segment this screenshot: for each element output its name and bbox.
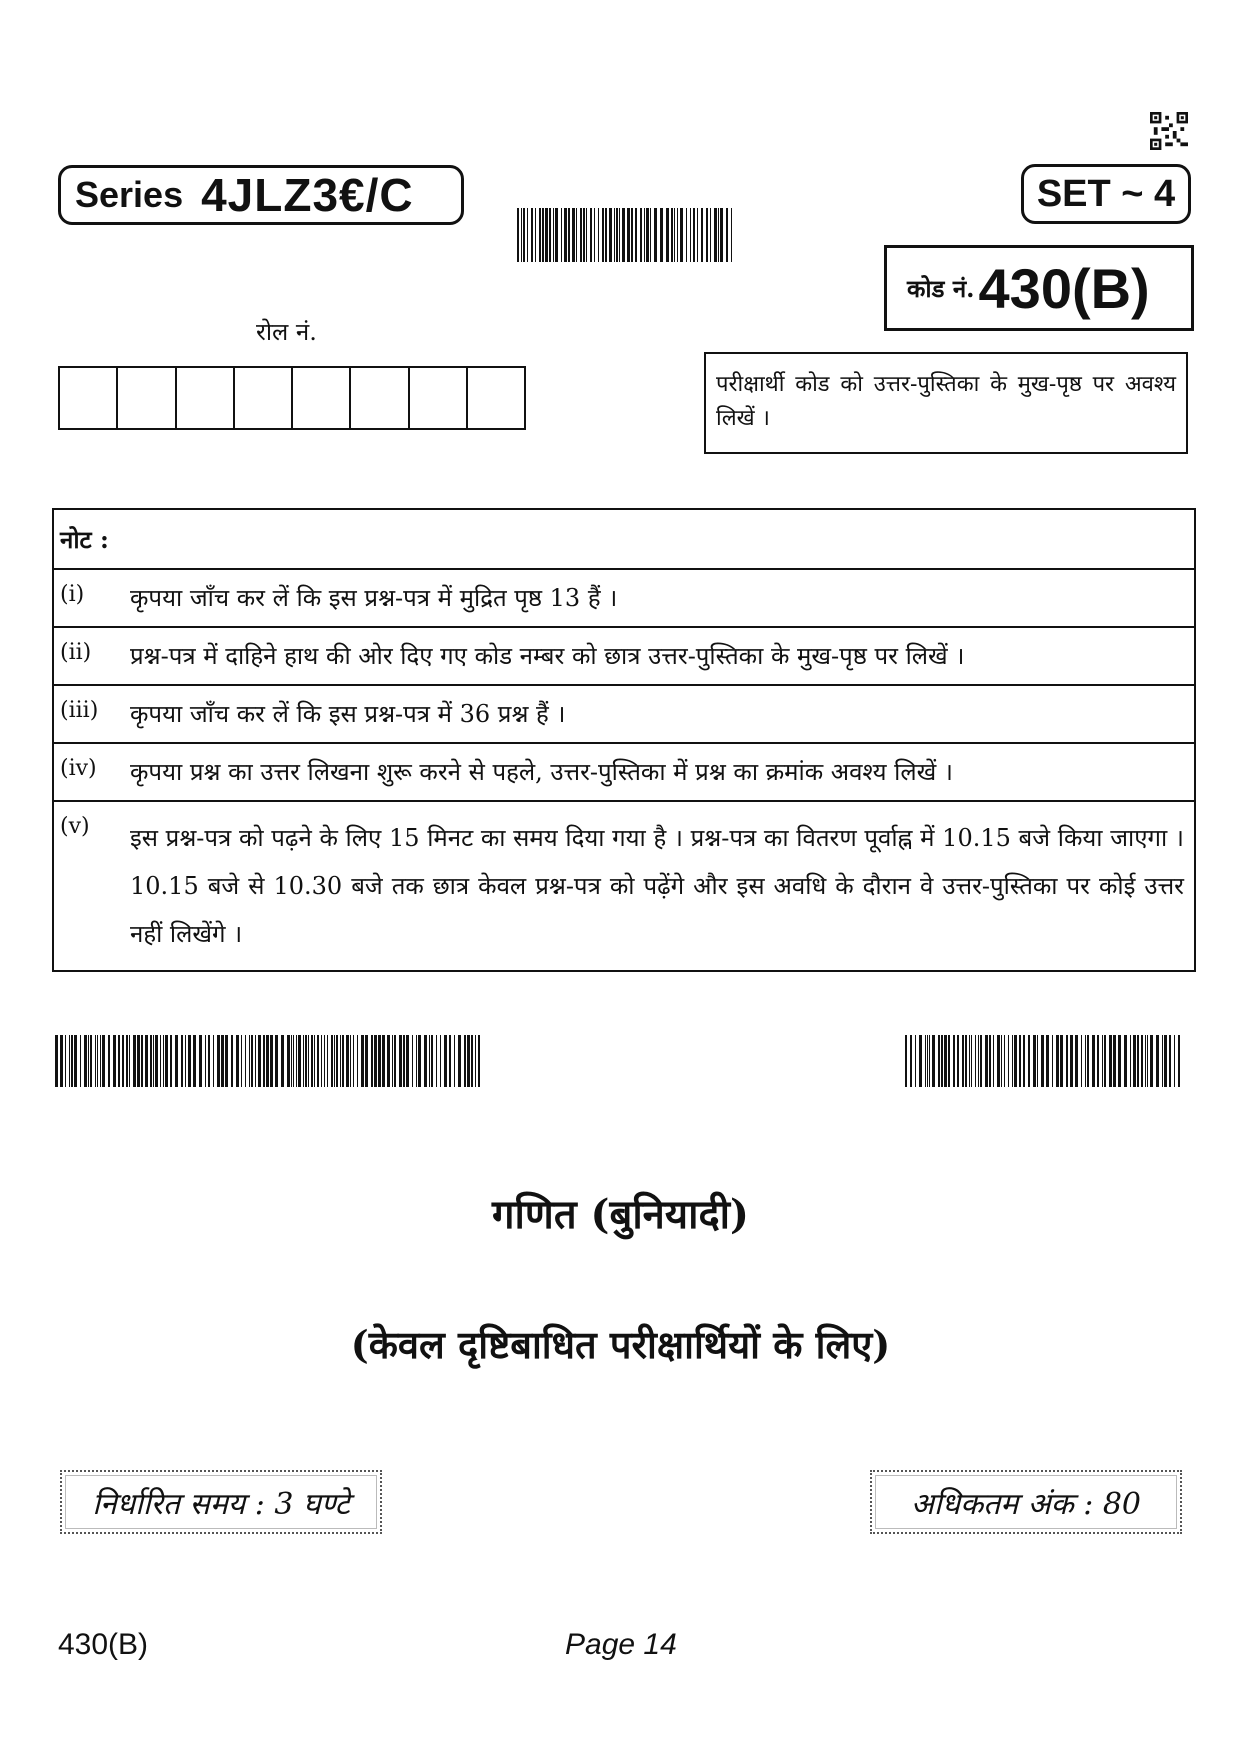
roll-number-label: रोल नं. bbox=[256, 318, 317, 346]
note-text: प्रश्न-पत्र में दाहिने हाथ की ओर दिए गए कोड नम्बर को छात्र उत्तर-पुस्तिका के मुख-पृष्ठ पर लिखें । bbox=[130, 642, 965, 670]
footer-code: 430(B) bbox=[58, 1628, 149, 1661]
note-text: कृपया जाँच कर लें कि इस प्रश्न-पत्र में मुद्रित पृष्ठ 13 हैं । bbox=[130, 584, 618, 612]
note-number: (ii) bbox=[60, 640, 92, 665]
subject-title: गणित (बुनियादी) bbox=[492, 1191, 749, 1238]
roll-number-cell[interactable] bbox=[293, 368, 351, 428]
note-text: इस प्रश्न-पत्र को पढ़ने के लिए 15 मिनट का समय दिया गया है । प्रश्न-पत्र का वितरण पूर्वाह्न में 10.15 बजे किया जाएगा । 10.15 बजे से 10.30 बजे तक छात्र केवल प्रश्न-पत्र को पढ़ेंगे और इस अवधि के दौरान वे उत्तर-पुस्तिका पर कोई उत्तर नहीं लिखेंगे । bbox=[130, 824, 1184, 948]
note-text: कृपया प्रश्न का उत्तर लिखना शुरू करने से पहले, उत्तर-पुस्तिका में प्रश्न का क्रमांक अवश्य लिखें । bbox=[130, 758, 954, 786]
roll-number-boxes bbox=[58, 366, 526, 430]
note-row bbox=[54, 570, 1194, 628]
qr-code-icon bbox=[1150, 112, 1188, 150]
roll-number-cell[interactable] bbox=[235, 368, 293, 428]
set-label: SET ~ 4 bbox=[1021, 164, 1191, 224]
barcode-icon bbox=[905, 1035, 1180, 1087]
roll-number-cell[interactable] bbox=[118, 368, 176, 428]
note-number: (iii) bbox=[60, 698, 99, 723]
code-number-box bbox=[884, 245, 1194, 331]
code-number-label: कोड नं. bbox=[907, 273, 975, 303]
barcode-icon bbox=[517, 208, 732, 262]
subject-subtitle: (केवल दृष्टिबाधित परीक्षार्थियों के लिए) bbox=[350, 1322, 891, 1367]
note-row bbox=[54, 802, 1194, 970]
roll-number-cell[interactable] bbox=[60, 368, 118, 428]
notes-heading: नोट : bbox=[54, 510, 1194, 570]
roll-number-cell[interactable] bbox=[410, 368, 468, 428]
note-text: कृपया जाँच कर लें कि इस प्रश्न-पत्र में 36 प्रश्न हैं । bbox=[130, 700, 566, 728]
roll-number-cell[interactable] bbox=[468, 368, 524, 428]
note-row bbox=[54, 628, 1194, 686]
candidate-code-instruction: परीक्षार्थी कोड को उत्तर-पुस्तिका के मुख-पृष्ठ पर अवश्य लिखें । bbox=[704, 352, 1188, 454]
time-allowed: निर्धारित समय : 3 घण्टे bbox=[60, 1470, 382, 1534]
note-row bbox=[54, 686, 1194, 744]
note-row bbox=[54, 744, 1194, 802]
roll-number-cell[interactable] bbox=[351, 368, 409, 428]
note-number: (v) bbox=[60, 814, 90, 839]
notes-table bbox=[52, 508, 1196, 972]
note-number: (i) bbox=[60, 582, 85, 607]
page-number: Page 14 bbox=[565, 1628, 677, 1661]
maximum-marks: अधिकतम अंक : 80 bbox=[870, 1470, 1182, 1534]
code-number-value: 430(B) bbox=[978, 256, 1150, 320]
series-label: Series bbox=[75, 174, 184, 215]
roll-number-cell[interactable] bbox=[177, 368, 235, 428]
note-number: (iv) bbox=[60, 756, 97, 781]
barcode-icon bbox=[55, 1035, 480, 1087]
series-box bbox=[58, 165, 464, 225]
series-code: 4JLZ3€/C bbox=[201, 169, 414, 221]
